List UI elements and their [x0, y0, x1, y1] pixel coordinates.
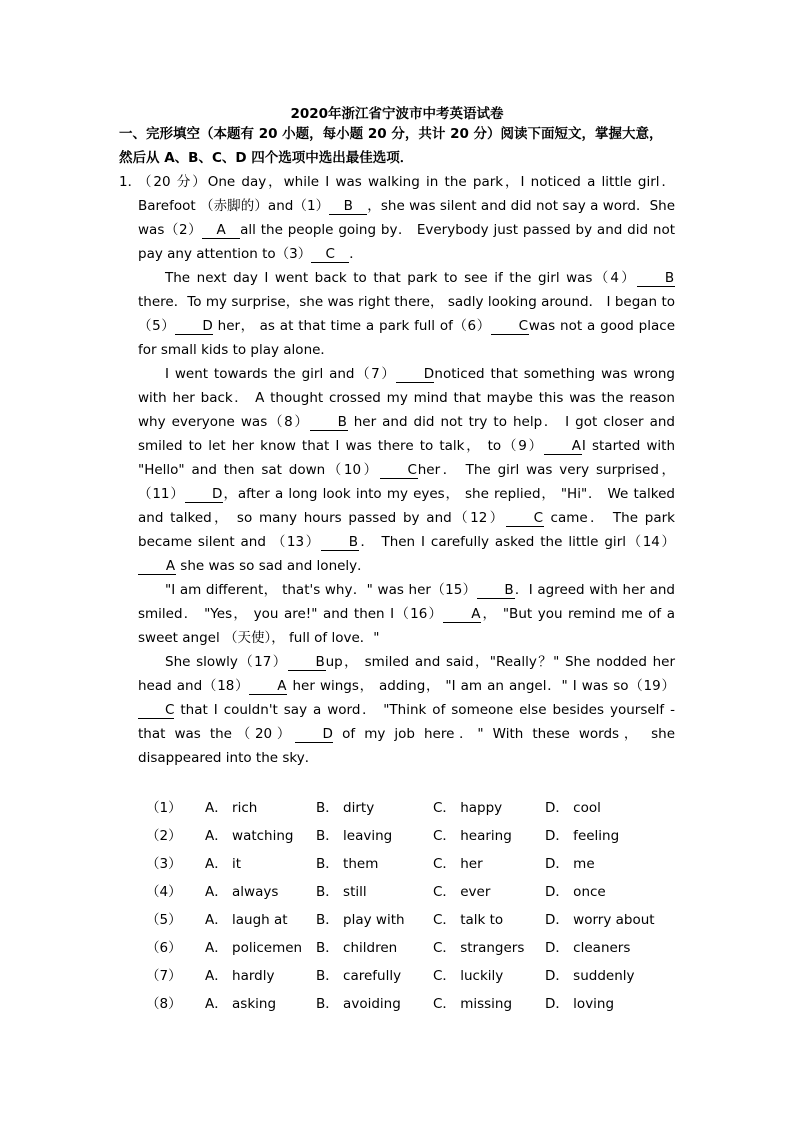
- passage-text: her， as at that time a park full of（6）: [212, 318, 491, 334]
- passage-text: her wings， adding， "I am an angel．" I was so（19）: [287, 678, 675, 694]
- option-c: C． talk to: [433, 912, 504, 928]
- question-number: 1．: [119, 174, 142, 190]
- option-number: （2）: [146, 828, 182, 844]
- answer-blank-20: D: [295, 727, 333, 743]
- option-d: D． suddenly: [545, 968, 635, 984]
- passage-text: of my job here．" With these words， she disappeared into the sky．: [138, 726, 675, 766]
- option-d: D． worry about: [545, 912, 655, 928]
- answer-blank-16: A: [443, 607, 481, 623]
- answer-blank-6: C: [491, 319, 529, 335]
- answer-blank-13: B: [321, 535, 359, 551]
- option-d: D． loving: [545, 996, 615, 1012]
- passage-text: there．To my surprise，she was right there， sadly looking around． I began to（5）: [138, 294, 675, 334]
- answer-blank-19: C: [138, 703, 174, 719]
- passage-text: One day，while I was walking in the park，I noticed a little girl．Barefoot （赤脚的）and（1）: [138, 174, 675, 214]
- answer-blank-14: A: [138, 559, 176, 575]
- passage-paragraph-3: [138, 362, 675, 578]
- exam-title: 2020年浙江省宁波市中考英语试卷: [290, 106, 504, 122]
- option-d: D． cool: [545, 800, 601, 816]
- option-b: B． avoiding: [316, 996, 401, 1012]
- passage-text: her． The girl was very surprised， （11）: [138, 462, 675, 502]
- option-b: B． them: [316, 856, 379, 872]
- option-a: A． hardly: [205, 968, 275, 984]
- passage-text: She slowly（17）: [165, 654, 288, 670]
- option-number: （4）: [146, 884, 182, 900]
- option-a: A． always: [205, 884, 279, 900]
- passage-text: "I am different， that's why．" was her（15）: [165, 582, 477, 598]
- option-number: （6）: [146, 940, 182, 956]
- passage-text: her and did not try to help． I got closer and smiled to let her know that I was there to talk， to（9）: [138, 414, 675, 454]
- option-b: B． leaving: [316, 828, 393, 844]
- option-a: A． rich: [205, 800, 258, 816]
- passage-text: that I couldn't say a word． "Think of someone else besides yourself - that was the（20）: [138, 702, 675, 742]
- answer-blank-10: C: [380, 463, 418, 479]
- passage-text: The next day I went back to that park to see if the girl was（4）: [165, 270, 637, 286]
- answer-blank-5: D: [175, 319, 212, 335]
- passage-text: I started with "Hello" and then sat down（10）: [138, 438, 676, 478]
- answer-blank-1: B: [329, 199, 367, 215]
- option-c: C． happy: [433, 800, 503, 816]
- option-b: B． carefully: [316, 968, 402, 984]
- passage-text: came． The park became silent and （13）: [138, 510, 675, 550]
- option-number: （8）: [146, 996, 182, 1012]
- option-b: B． still: [316, 884, 367, 900]
- option-c: C． her: [433, 856, 483, 872]
- answer-blank-2: A: [202, 223, 240, 239]
- section-heading: 一、完形填空（本题有 20 小题，每小题 20 分，共计 20 分）阅读下面短文，掌握大意，然后从 A、B、C、D 四个选项中选出最佳选项．: [119, 126, 663, 166]
- option-c: C． strangers: [433, 940, 525, 956]
- option-c: C． missing: [433, 996, 513, 1012]
- passage-paragraph-2: [138, 266, 675, 362]
- option-number: （3）: [146, 856, 182, 872]
- answer-blank-4: B: [637, 271, 675, 287]
- passage-text: ．I agreed with her and smiled． "Yes， you are!" and then I（16）: [138, 582, 675, 622]
- passage-text: ，after a long look into my eyes， she replied， "Hi"． We talked and talked， so many hours passed by and（12）: [138, 486, 675, 526]
- passage-paragraph-5: [138, 650, 675, 770]
- option-d: D． feeling: [545, 828, 620, 844]
- passage-text: ， "But you remind me of a sweet angel （天使）， full of love．": [138, 606, 675, 646]
- option-number: （7）: [146, 968, 182, 984]
- answer-blank-18: A: [249, 679, 287, 695]
- option-b: B． children: [316, 940, 398, 956]
- question-points: （20 分）: [138, 174, 208, 190]
- passage-text: ．: [349, 246, 363, 262]
- passage-text: noticed that something was wrong with her back． A thought crossed my mind that maybe this was the reason why everyone was（8）: [138, 366, 675, 430]
- passage-text: was not a good place for small kids to play alone．: [138, 318, 676, 358]
- option-c: C． luckily: [433, 968, 504, 984]
- passage-text: ，she was silent and did not say a word．She was（2）: [138, 198, 675, 238]
- answer-blank-17: B: [288, 655, 326, 671]
- answer-blank-11: D: [185, 487, 223, 503]
- passage-paragraph-1: [138, 170, 675, 266]
- passage-text: she was so sad and lonely．: [176, 558, 371, 574]
- option-d: D． cleaners: [545, 940, 631, 956]
- answer-blank-9: A: [544, 439, 582, 455]
- option-number: （1）: [146, 800, 182, 816]
- option-a: A． asking: [205, 996, 277, 1012]
- option-a: A． laugh at: [205, 912, 288, 928]
- option-b: B． play with: [316, 912, 405, 928]
- option-a: A． policemen: [205, 940, 303, 956]
- passage-paragraph-4: [138, 578, 675, 650]
- option-d: D． once: [545, 884, 606, 900]
- answer-blank-3: C: [311, 247, 349, 263]
- answer-blank-7: D: [396, 367, 434, 383]
- passage: [138, 170, 675, 770]
- option-c: C． hearing: [433, 828, 512, 844]
- option-a: A． it: [205, 856, 242, 872]
- passage-text: I went towards the girl and（7）: [165, 366, 397, 382]
- option-number: （5）: [146, 912, 182, 928]
- answer-blank-8: B: [310, 415, 348, 431]
- answer-blank-15: B: [477, 583, 515, 599]
- option-c: C． ever: [433, 884, 491, 900]
- passage-text: all the people going by． Everybody just passed by and did not pay any attention to（3）: [138, 222, 676, 262]
- option-b: B． dirty: [316, 800, 375, 816]
- passage-text: up， smiled and said，"Really？" She nodded her head and（18）: [138, 654, 675, 694]
- answer-blank-12: C: [506, 511, 544, 527]
- option-a: A． watching: [205, 828, 294, 844]
- passage-text: ． Then I carefully asked the little girl（14）: [358, 534, 675, 550]
- option-d: D． me: [545, 856, 595, 872]
